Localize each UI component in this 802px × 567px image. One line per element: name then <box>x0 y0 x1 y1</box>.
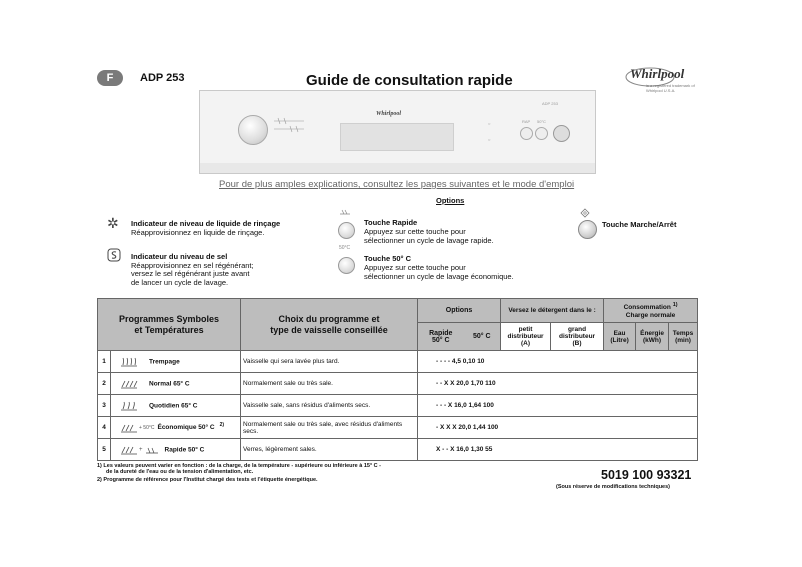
rapid-key-text2: sélectionner un cycle de lavage rapide. <box>364 236 494 245</box>
power-symbol-icon <box>580 208 590 218</box>
panel-rapid-label: RAP <box>522 119 531 124</box>
programme-values: - - - X 16,0 1,64 100 <box>418 395 698 417</box>
temp-key-text1: Appuyez sur cette touche pour <box>364 263 466 272</box>
brand-trademark: is a registered trademark of Whirlpool U.S.A. <box>646 83 695 93</box>
rapid-symbol-icon <box>339 208 351 216</box>
footnote-1a: 1) Les valeurs peuvent varier en fonction : de la charge, de la température - supérieure ou inférieure à 15° C - <box>97 463 382 469</box>
salt-indicator-text1: Réapprovisionnez en sel régénérant; <box>131 261 254 270</box>
indicator-salt-light: ○ <box>488 137 491 142</box>
salt-indicator-text3: de lancer un cycle de lavage. <box>131 278 229 287</box>
panel-temp-label: 50°C <box>537 119 546 124</box>
header-programmes: Programmes Symboles et Températures <box>98 299 241 351</box>
header-petit: petit distributeur (A) <box>501 323 551 351</box>
brand-logo-text: Whirlpool <box>630 66 685 81</box>
more-info-link[interactable]: Pour de plus amples explications, consultez les pages suivantes et le mode d'emploi <box>219 179 575 190</box>
power-button-icon <box>578 220 597 239</box>
program-knob-icon <box>238 115 268 145</box>
programme-choice: Normalement sale ou très sale, avec résidus d'aliments secs. <box>241 417 418 439</box>
rapid-symbol-icon <box>145 446 159 454</box>
footnote-2: 2) Programme de référence pour l'Institut chargé des tests et l'étiquette énergétique. <box>97 477 318 483</box>
programme-choice: Vaisselle sale, sans résidus d'aliments secs. <box>241 395 418 417</box>
daily-programme-icon <box>119 401 139 411</box>
temp-symbol-label: 50°C <box>339 245 351 251</box>
indicator-rinse-light: ○ <box>488 121 491 126</box>
programme-choice: Verres, légèrement sales. <box>241 439 418 461</box>
footnote-1b: de la dureté de l'eau ou de la tension d'alimentation, etc. <box>106 469 254 475</box>
panel-rapid-button <box>520 127 533 140</box>
rapid-programme-icon <box>119 445 139 455</box>
soak-programme-icon <box>119 357 139 367</box>
programme-values: - - - - 4,5 0,10 10 <box>418 351 698 373</box>
rapid-button-icon <box>338 222 355 239</box>
programme-values: - - X X 20,0 1,70 110 <box>418 373 698 395</box>
options-heading: Options <box>436 196 465 205</box>
rapid-key-title: Touche Rapide <box>364 218 418 227</box>
programme-name: + 50°C Économique 50° C $^{2)}$ <box>111 417 241 439</box>
salt-indicator-text2: versez le sel régénérant juste avant <box>131 269 250 278</box>
table-row <box>98 373 698 395</box>
eco-programme-icon <box>119 423 139 433</box>
temp-key-title: Touche 50° C <box>364 254 412 263</box>
reference-number: 5019 100 93321 <box>601 468 692 482</box>
header-energie: Énergie (kWh) <box>636 323 669 351</box>
table-row <box>98 439 698 461</box>
display-window <box>340 123 454 151</box>
programme-name: Normal 65° C <box>111 373 241 395</box>
power-key-title: Touche Marche/Arrêt <box>602 220 677 229</box>
panel-model: ADP 253 <box>542 101 558 106</box>
reserve-note: (Sous réserve de modifications techniques) <box>556 484 671 490</box>
programme-choice: Normalement sale ou très sale. <box>241 373 418 395</box>
header-grand: grand distributeur (B) <box>551 323 604 351</box>
table-row <box>98 395 698 417</box>
header-50c: 50° C <box>464 323 501 351</box>
panel-temp-button <box>535 127 548 140</box>
programme-values: - X X X 20,0 1,44 100 <box>418 417 698 439</box>
programme-name: + Rapide 50° C <box>111 439 241 461</box>
header-temps: Temps (min) <box>669 323 698 351</box>
rinse-indicator-title: Indicateur de niveau de liquide de rinçage <box>131 219 281 228</box>
table-row <box>98 351 698 373</box>
rinse-aid-icon: ✲ <box>107 215 119 231</box>
salt-indicator-title: Indicateur du niveau de sel <box>131 252 228 261</box>
row-number: 4 <box>98 417 111 439</box>
header-options: Options <box>418 299 501 323</box>
panel-brand: Whirlpool <box>376 111 402 117</box>
header-consommation: Consommation $^{1)}$ Charge normale <box>604 299 698 323</box>
programme-table <box>97 298 698 461</box>
row-number: 3 <box>98 395 111 417</box>
programme-name: Trempage <box>111 351 241 373</box>
page-title: Guide de consultation rapide <box>306 72 513 89</box>
programme-name: Quotidien 65° C <box>111 395 241 417</box>
rinse-indicator-text: Réapprovisionnez en liquide de rinçage. <box>131 228 265 237</box>
table-row <box>98 417 698 439</box>
header-choix: Choix du programme et type de vaisselle conseillée <box>241 299 418 351</box>
program-symbols-icon <box>272 115 312 135</box>
programme-values: X - - X 16,0 1,30 55 <box>418 439 698 461</box>
model-number: ADP 253 <box>140 72 185 84</box>
programme-choice: Vaisselle qui sera lavée plus tard. <box>241 351 418 373</box>
salt-icon <box>107 248 121 262</box>
temp-key-text2: sélectionner un cycle de lavage économique. <box>364 272 514 281</box>
temp-button-icon <box>338 257 355 274</box>
row-number: 1 <box>98 351 111 373</box>
header-eau: Eau (Litre) <box>604 323 636 351</box>
header-detergent: Versez le détergent dans le : <box>501 299 604 323</box>
normal-programme-icon <box>119 379 139 389</box>
language-badge: F <box>97 70 123 86</box>
row-number: 5 <box>98 439 111 461</box>
rapid-key-text1: Appuyez sur cette touche pour <box>364 227 466 236</box>
row-number: 2 <box>98 373 111 395</box>
header-rapide: Rapide 50° C <box>418 323 464 351</box>
panel-power-button <box>553 125 570 142</box>
control-panel-illustration <box>199 90 596 174</box>
